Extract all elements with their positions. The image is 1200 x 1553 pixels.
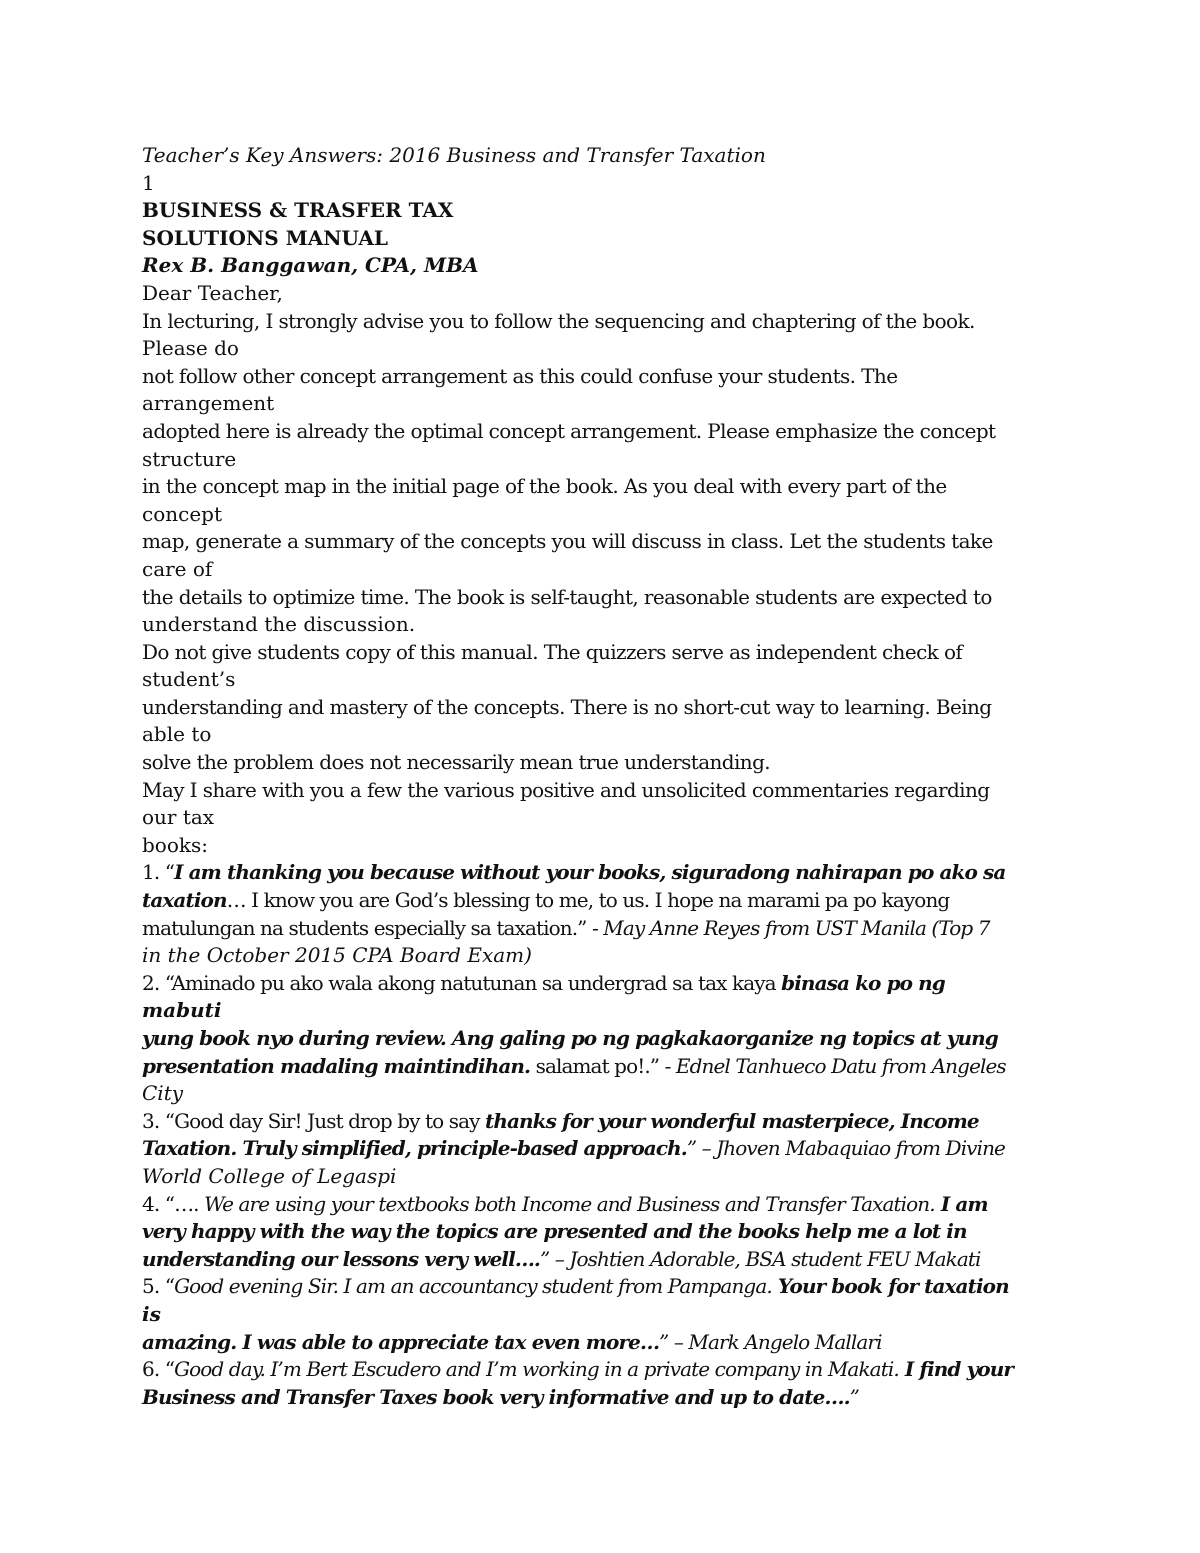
testimonial-2-line-1: 2. “Aminado pu ako wala akong natutunan sa undergrad sa tax kaya binasa ko po ng <box>142 970 945 995</box>
letter-line: map, generate a summary of the concepts you will discuss in class. Let the students take <box>142 529 993 554</box>
testimonial-2-line-5: City <box>142 1081 184 1106</box>
letter-line: able to <box>142 722 212 747</box>
testimonial-2-line-2: mabuti <box>142 998 222 1023</box>
testimonial-3-line-2: Taxation. Truly simplified, principle-based approach.” – Jhoven Mabaquiao from Divine <box>142 1136 1005 1161</box>
testimonial-3-line-3: World College of Legaspi <box>142 1163 397 1188</box>
testimonial-4-line-1: 4. “…. We are using your textbooks both Income and Business and Transfer Taxation. I am <box>142 1191 988 1216</box>
letter-line: concept <box>142 501 222 526</box>
letter-line: in the concept map in the initial page of the book. As you deal with every part of the <box>142 474 947 499</box>
doc-title-line-1: BUSINESS & TRASFER TAX <box>142 198 454 223</box>
letter-line: Please do <box>142 336 239 361</box>
letter-line: our tax <box>142 805 215 830</box>
testimonial-2-line-4: presentation madaling maintindihan. salamat po!.” - Ednel Tanhueco Datu from Angeles <box>142 1053 1006 1078</box>
author-line: Rex B. Banggawan, CPA, MBA <box>142 253 479 278</box>
letter-line: not follow other concept arrangement as this could confuse your students. The <box>142 363 898 388</box>
testimonial-5-line-3: amazing. I was able to appreciate tax even more…” – Mark Angelo Mallari <box>142 1329 882 1354</box>
letter-line: In lecturing, I strongly advise you to follow the sequencing and chaptering of the book. <box>142 308 975 333</box>
testimonial-1-line-1: 1. “I am thanking you because without your books, siguradong nahirapan po ako sa <box>142 860 1006 885</box>
letter-line: Do not give students copy of this manual. The quizzers serve as independent check of <box>142 639 963 664</box>
testimonial-6-line-2: Business and Transfer Taxes book very informative and up to date….” <box>142 1384 859 1409</box>
letter-line: solve the problem does not necessarily mean true understanding. <box>142 750 771 775</box>
testimonial-1-line-2: taxation… I know you are God’s blessing to me, to us. I hope na marami pa po kayong <box>142 888 950 913</box>
letter-line: student’s <box>142 667 236 692</box>
letter-line: arrangement <box>142 391 275 416</box>
letter-line: understanding and mastery of the concepts. There is no short-cut way to learning. Being <box>142 694 992 719</box>
testimonial-4-line-2: very happy with the way the topics are presented and the books help me a lot in <box>142 1219 967 1244</box>
page-number: 1 <box>142 170 155 195</box>
letter-line: care of <box>142 556 213 581</box>
testimonial-6-line-1: 6. “Good day. I’m Bert Escudero and I’m working in a private company in Makati. I find your <box>142 1357 1014 1382</box>
letter-line: understand the discussion. <box>142 612 416 637</box>
testimonial-1-line-4: in the October 2015 CPA Board Exam) <box>142 943 532 968</box>
salutation: Dear Teacher, <box>142 280 283 305</box>
running-title: Teacher’s Key Answers: 2016 Business and Transfer Taxation <box>142 143 766 167</box>
testimonial-3-line-1: 3. “Good day Sir! Just drop by to say thanks for your wonderful masterpiece, Income <box>142 1108 979 1133</box>
testimonial-1-line-3: matulungan na students especially sa taxation.” - May Anne Reyes from UST Manila (Top 7 <box>142 915 990 940</box>
testimonial-5-line-1: 5. “Good evening Sir. I am an accountancy student from Pampanga. Your book for taxation <box>142 1274 1009 1299</box>
document-page <box>142 142 1062 1411</box>
letter-line: structure <box>142 446 237 471</box>
letter-line: adopted here is already the optimal concept arrangement. Please emphasize the concept <box>142 418 996 443</box>
testimonial-2-line-3: yung book nyo during review. Ang galing po ng pagkakaorganize ng topics at yung <box>142 1026 998 1050</box>
doc-title-line-2: SOLUTIONS MANUAL <box>142 225 388 250</box>
letter-line: the details to optimize time. The book is self-taught, reasonable students are expected to <box>142 584 992 609</box>
letter-line: books: <box>142 832 209 857</box>
testimonial-5-line-2: is <box>142 1301 161 1326</box>
letter-line: May I share with you a few the various positive and unsolicited commentaries regarding <box>142 777 990 802</box>
testimonial-4-line-3: understanding our lessons very well….” – Joshtien Adorable, BSA student FEU Makati <box>142 1246 981 1271</box>
